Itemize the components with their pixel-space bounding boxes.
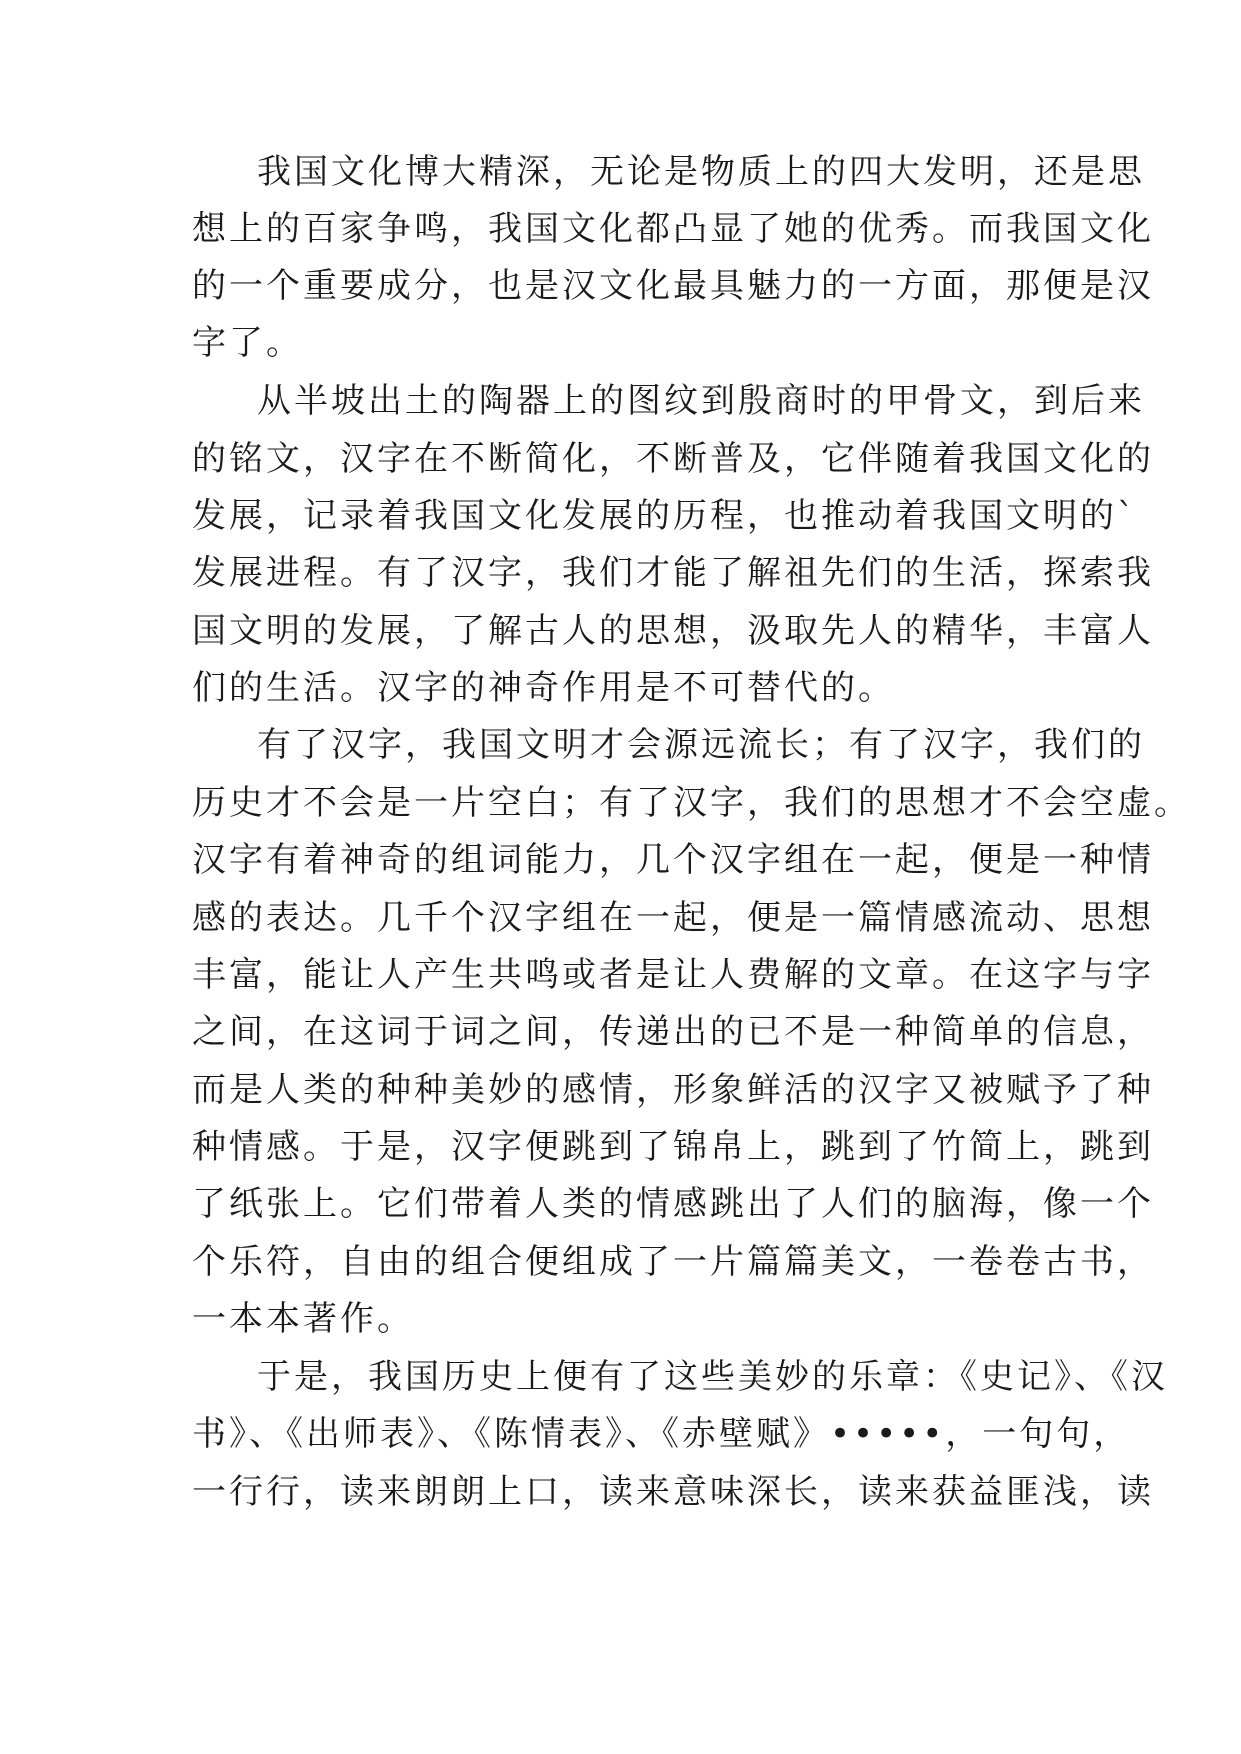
text-line: 们的生活。汉字的神奇作用是不可替代的。 <box>192 668 895 708</box>
text-line: 国文明的发展，了解古人的思想，汲取先人的精华，丰富人 <box>192 611 1154 651</box>
text-line: 了纸张上。它们带着人类的情感跳出了人们的脑海，像一个 <box>192 1184 1154 1224</box>
text-line: 从半坡出土的陶器上的图纹到殷商时的甲骨文，到后来 <box>257 381 1145 421</box>
text-line: 有了汉字，我国文明才会源远流长；有了汉字，我们的 <box>257 725 1145 765</box>
text-line: 一行行，读来朗朗上口，读来意味深长，读来获益匪浅，读 <box>192 1472 1154 1512</box>
text-line: 想上的百家争鸣，我国文化都凸显了她的优秀。而我国文化 <box>192 209 1154 249</box>
text-line: 的一个重要成分，也是汉文化最具魅力的一方面，那便是汉 <box>192 266 1154 306</box>
text-line: 的铭文，汉字在不断简化，不断普及，它伴随着我国文化的 <box>192 439 1154 479</box>
text-line: 历史才不会是一片空白；有了汉字，我们的思想才不会空虚。 <box>192 783 1191 823</box>
text-line: 丰富，能让人产生共鸣或者是让人费解的文章。在这字与字 <box>192 955 1154 995</box>
text-line: 一本本著作。 <box>192 1299 414 1339</box>
text-line: 于是，我国历史上便有了这些美妙的乐章：《史记》、《汉 <box>257 1357 1168 1397</box>
text-line: 种情感。于是，汉字便跳到了锦帛上，跳到了竹简上，跳到 <box>192 1127 1154 1167</box>
text-line: 之间，在这词于词之间，传递出的已不是一种简单的信息， <box>192 1012 1154 1052</box>
text-line: 汉字有着神奇的组词能力，几个汉字组在一起，便是一种情 <box>192 840 1154 880</box>
text-line: 字了。 <box>192 323 303 363</box>
text-line: 书》、《出师表》、《陈情表》、《赤壁赋》•••••，一句句， <box>192 1414 1131 1454</box>
text-line: 发展，记录着我国文化发展的历程，也推动着我国文明的` <box>192 496 1137 536</box>
text-line: 我国文化博大精深，无论是物质上的四大发明，还是思 <box>257 152 1145 192</box>
text-line: 而是人类的种种美妙的感情，形象鲜活的汉字又被赋予了种 <box>192 1070 1154 1110</box>
text-line: 发展进程。有了汉字，我们才能了解祖先们的生活，探索我 <box>192 553 1154 593</box>
text-line: 感的表达。几千个汉字组在一起，便是一篇情感流动、思想 <box>192 898 1154 938</box>
text-line: 个乐符，自由的组合便组成了一片篇篇美文，一卷卷古书， <box>192 1242 1154 1282</box>
